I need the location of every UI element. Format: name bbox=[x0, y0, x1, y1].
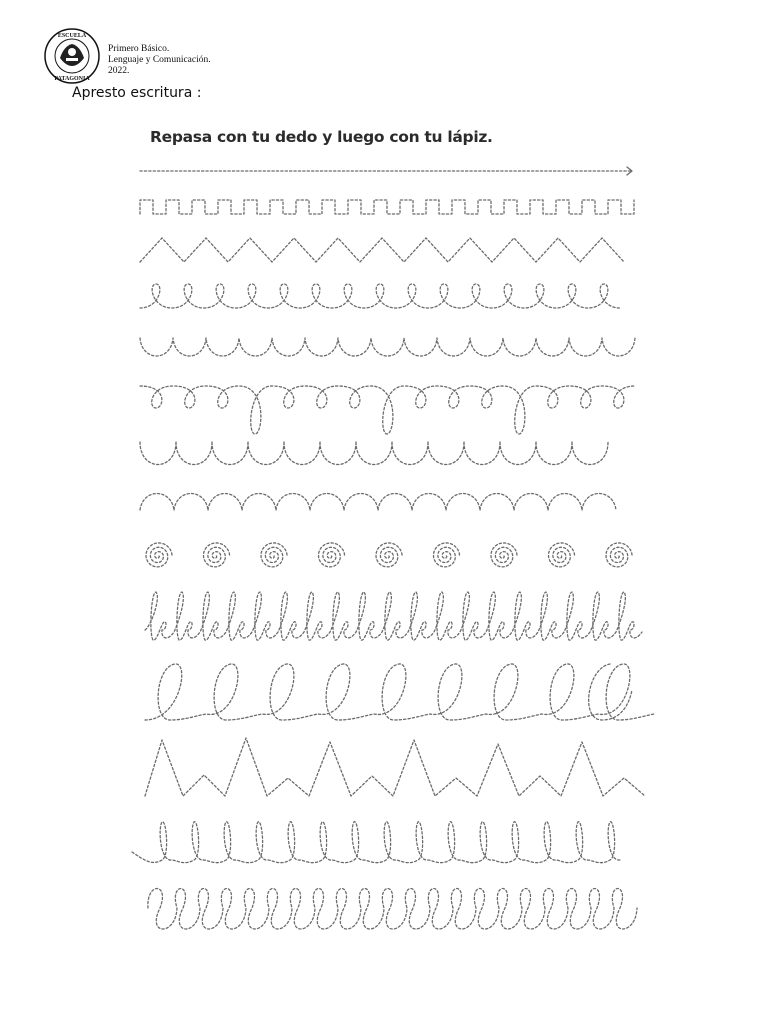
zigzag-row bbox=[140, 238, 624, 262]
inverted-arches-row bbox=[140, 338, 635, 356]
tall-zigzag-row bbox=[145, 738, 645, 796]
instruction-text: Repasa con tu dedo y luego con tu lápiz. bbox=[150, 128, 493, 146]
worksheet-title: Apresto escritura : bbox=[72, 85, 202, 101]
spiral-7 bbox=[491, 543, 517, 567]
year-line: 2022. bbox=[108, 66, 130, 76]
spiral-3 bbox=[261, 543, 287, 567]
spiral-1 bbox=[146, 543, 172, 567]
subject-line: Lenguaje y Comunicación. bbox=[108, 55, 211, 65]
spiral-6 bbox=[434, 543, 460, 567]
figure-eight-row bbox=[148, 889, 637, 930]
cursive-c-row bbox=[145, 664, 654, 720]
spiral-4 bbox=[319, 543, 345, 567]
spiral-8 bbox=[549, 543, 575, 567]
seal-top-text: ESCUELA bbox=[57, 33, 87, 39]
spiral-2 bbox=[204, 543, 230, 567]
loops-row bbox=[140, 284, 620, 308]
cursive-le-row bbox=[145, 592, 642, 640]
arches-row bbox=[140, 494, 616, 511]
spiral-9 bbox=[606, 543, 632, 567]
spiral-5 bbox=[376, 543, 402, 567]
cups-row bbox=[140, 442, 608, 465]
square-wave-row bbox=[140, 200, 634, 214]
long-loops-row bbox=[140, 386, 635, 434]
grade-line: Primero Básico. bbox=[108, 44, 170, 54]
cursive-u-row bbox=[132, 822, 620, 863]
seal-bottom-text: PATAGONIA bbox=[54, 76, 90, 82]
